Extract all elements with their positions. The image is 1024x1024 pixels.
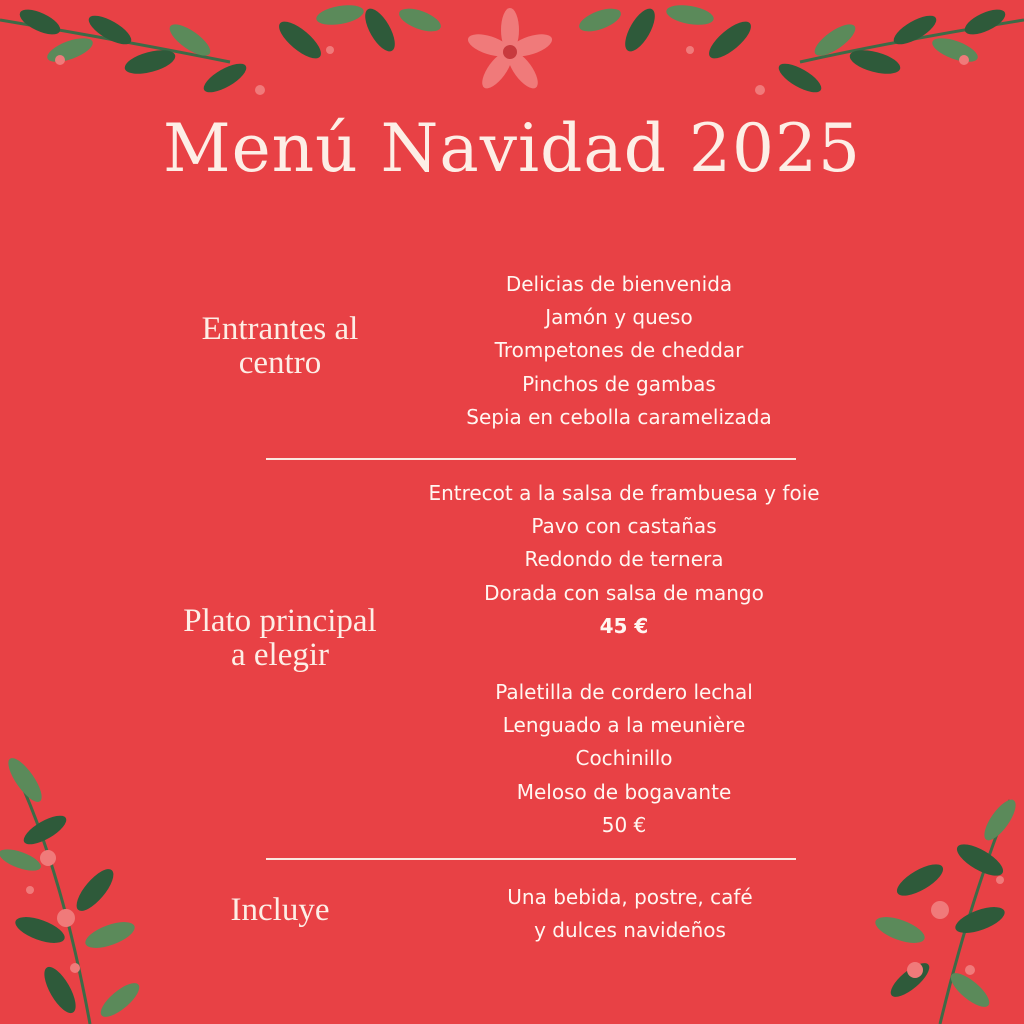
section-label-line: Incluye [230, 892, 330, 928]
menu-item: Cochinillo [575, 746, 673, 771]
section-label-line: a elegir [230, 637, 330, 673]
bottom-right-holly-branch [860, 790, 1024, 1024]
holly-leaf-icon [0, 2, 1024, 98]
poinsettia-icon [465, 8, 554, 93]
berry-icon [26, 850, 80, 973]
price-tag: 50 € [601, 812, 647, 837]
entrantes-list [419, 268, 819, 434]
section-label-plato-principal [150, 604, 410, 672]
menu-item: y dulces navideños [534, 918, 726, 943]
bottom-left-holly-branch [0, 740, 170, 1024]
menu-title: Menú Navidad 2025 [163, 110, 861, 187]
section-divider [266, 458, 796, 460]
menu-item: Entrecot a la salsa de frambuesa y foie [428, 481, 820, 505]
top-garland-decoration [0, 0, 1024, 110]
section-label-entrantes [150, 312, 410, 380]
menu-item: Trompetones de cheddar [494, 338, 744, 363]
berry-icon [907, 876, 1004, 978]
berry-icon [55, 46, 969, 95]
section-label-line: Entrantes al [201, 311, 359, 347]
menu-item: Lenguado a la meunière [502, 713, 746, 738]
menu-item: Delicias de bienvenida [505, 272, 733, 296]
plato-principal-list-45 [374, 477, 874, 643]
section-label-incluye [150, 893, 410, 927]
menu-item: Dorada con salsa de mango [484, 580, 764, 605]
incluye-list [430, 881, 830, 947]
price-tag: 45 € [599, 613, 649, 638]
plato-principal-list-50 [374, 676, 874, 842]
menu-item: Pavo con castañas [531, 514, 717, 539]
menu-item: Paletilla de cordero lechal [495, 680, 753, 704]
menu-item: Sepia en cebolla caramelizada [466, 404, 772, 429]
section-divider [266, 858, 796, 860]
menu-item: Una bebida, postre, café [507, 885, 753, 909]
menu-item: Meloso de bogavante [516, 779, 732, 804]
menu-item: Jamón y queso [545, 305, 693, 330]
holly-leaf-icon [872, 795, 1021, 1024]
holly-leaf-icon [0, 754, 144, 1024]
menu-item: Redondo de ternera [524, 547, 724, 572]
menu-item: Pinchos de gambas [522, 371, 716, 396]
section-label-line: Plato principal [183, 603, 377, 639]
section-label-line: centro [238, 345, 322, 381]
